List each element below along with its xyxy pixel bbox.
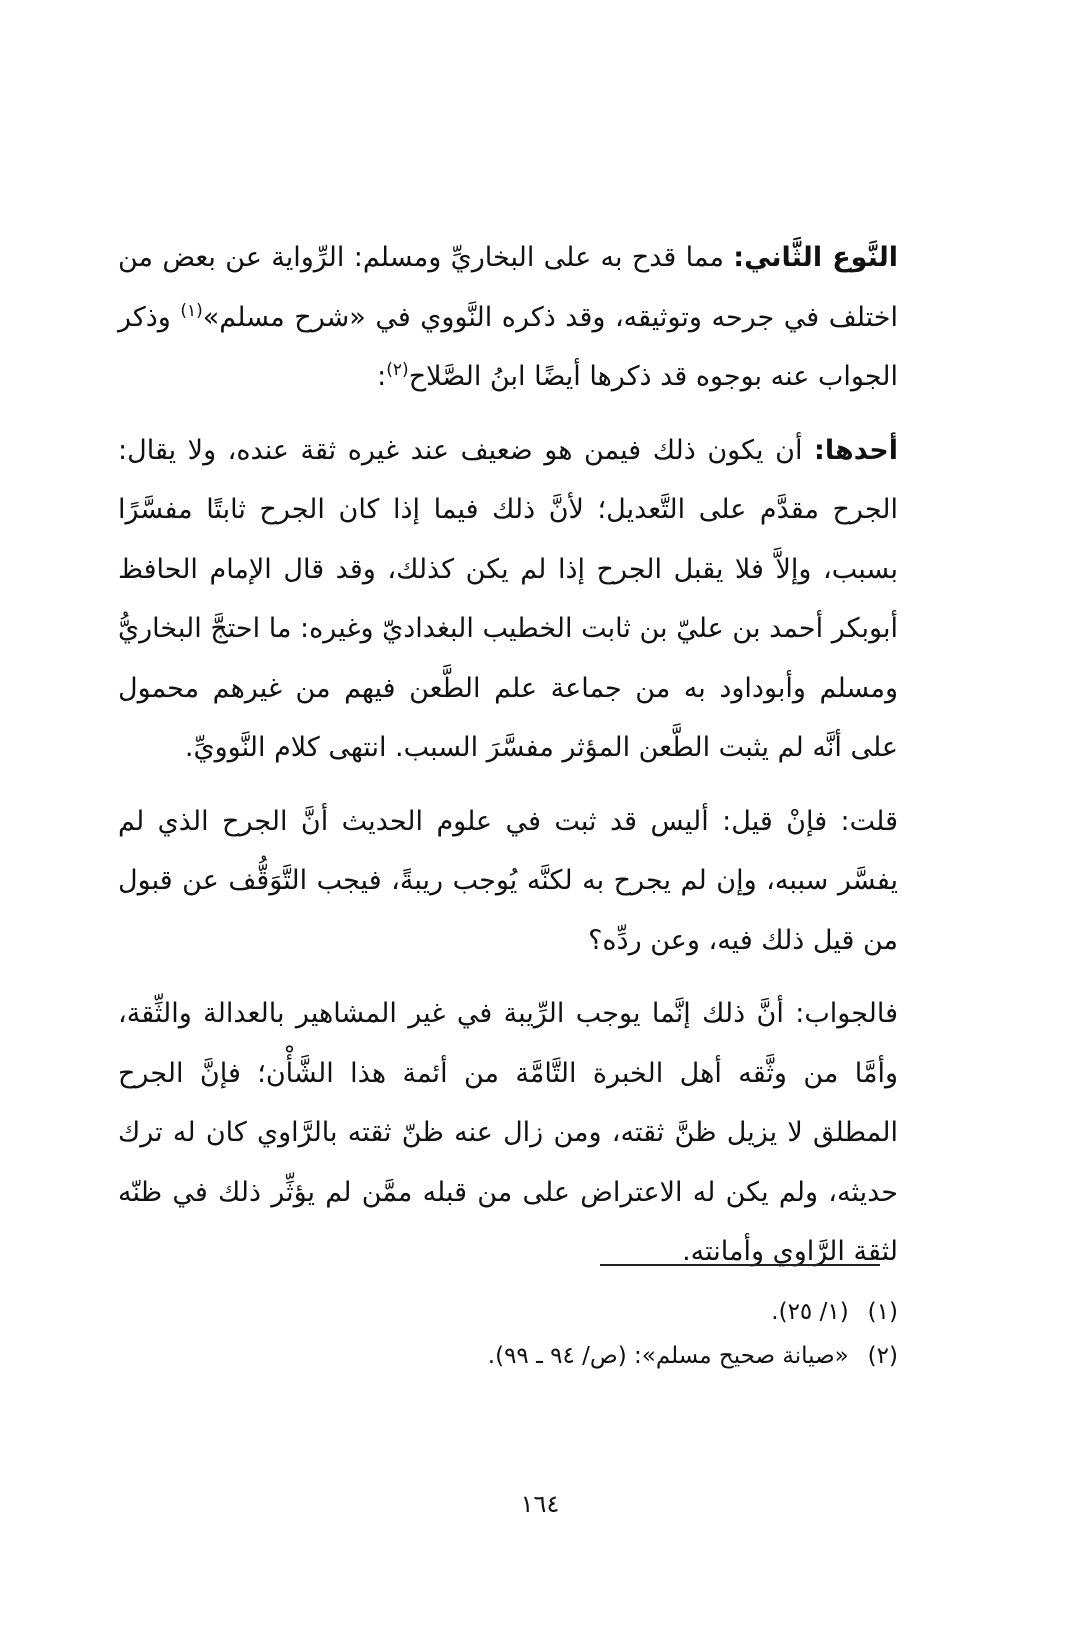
paragraph-first-answer xyxy=(118,421,898,778)
footnote-ref-1[interactable]: (١) xyxy=(180,300,203,321)
paragraph-response xyxy=(118,984,898,1282)
footnote-number: (٢) xyxy=(867,1343,898,1369)
paragraph-text: فالجواب: أنَّ ذلك إنَّما يوجب الرِّيبة في غير المشاهير بالعدالة والثِّقة، وأمَّا من وثَّقه أهل الخبرة التَّامَّة من أئمة هذا الشَّأْن؛ فإنَّ الجرح المطلق لا يزيل ظنَّ ثقته، ومن زال عنه ظنّ ثقته بالرَّاوي كان له ترك حديثه، ولم يكن له الاعتراض على من قبله ممَّن لم يؤثِّر ذلك في ظنّه لثقة الرَّاوي وأمانته. xyxy=(118,998,898,1267)
page-number: ١٦٤ xyxy=(520,1490,560,1518)
paragraph-text: وذكر الجواب عنه بوجوه قد ذكرها أيضًا ابنُ الصَّلاح xyxy=(118,301,898,392)
footnote-text: (١/ ٢٥). xyxy=(771,1299,849,1325)
paragraph-objection xyxy=(118,792,898,971)
paragraph-text: أن يكون ذلك فيمن هو ضعيف عند غيره ثقة عنده، ولا يقال: الجرح مقدَّم على التَّعديل؛ لأنَّ ذلك فيما إذا كان الجرح ثابتًا مفسَّرًا بسبب، وإلاَّ فلا يقبل الجرح إذا لم يكن كذلك، وقد قال الإمام الحافظ أبوبكر أحمد بن عليّ بن ثابت الخطيب البغداديّ وغيره: ما احتجَّ البخاريُّ ومسلم وأبوداود به من جماعة علم الطَّعن فيهم من غيرهم محمول على أنَّه لم يثبت الطَّعن المؤثر مفسَّرَ السبب. انتهى كلام النَّوويِّ. xyxy=(118,434,898,763)
footnote-separator xyxy=(600,1264,880,1266)
footnote-text: «صيانة صحيح مسلم»: (ص/ ٩٤ ـ ٩٩). xyxy=(487,1343,849,1369)
paragraph-second-type xyxy=(118,228,898,407)
paragraph-text: : xyxy=(377,361,387,392)
footnote-ref-2[interactable]: (٢) xyxy=(386,360,409,380)
footnote-1 xyxy=(118,1290,898,1334)
paragraph-heading: النَّوع الثَّاني: xyxy=(733,242,898,273)
paragraph-text: قلت: فإنْ قيل: أليس قد ثبت في علوم الحديث أنَّ الجرح الذي لم يفسَّر سببه، وإن لم يجرح به لكنَّه يُوجب ريبةً، فيجب التَّوَقُّف عن قبول من قيل ذلك فيه، وعن ردِّه؟ xyxy=(118,805,898,956)
footnote-number: (١) xyxy=(867,1299,898,1325)
footnotes xyxy=(118,1290,898,1378)
main-text xyxy=(118,228,898,1296)
paragraph-text: مما قدح به على البخاريِّ ومسلم: الرِّواية عن بعض من اختلف في جرحه وتوثيقه، وقد ذكره النَّووي في «شرح مسلم» xyxy=(118,242,898,333)
footnote-2 xyxy=(118,1334,898,1378)
paragraph-heading: أحدها: xyxy=(814,434,898,466)
